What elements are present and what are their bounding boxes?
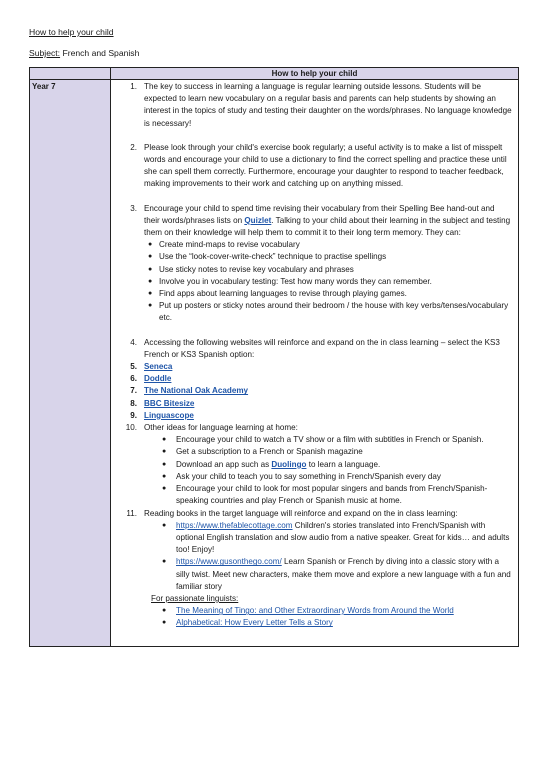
list-item [111,337,512,361]
doddle-link[interactable]: Doddle [144,374,172,384]
bullet-icon: ● [148,277,153,285]
seneca-link[interactable]: Seneca [144,362,173,372]
book-tingo-link[interactable]: The Meaning of Tingo: and Other Extraordinary Words from Around the World [176,606,454,616]
bullet-item [162,459,512,471]
bullet-icon: ● [162,607,167,615]
quizlet-link[interactable]: Quizlet [244,215,272,225]
bullet-text-before: Download an app such as [176,459,272,469]
passionate-linguists-label: For passionate linguists: [151,593,239,603]
bullet-item [162,605,512,617]
bullet-text: Put up posters or sticky notes around their bedroom / the house with key verbs/tenses/vocabulary etc. [159,301,509,323]
duolingo-link[interactable]: Duolingo [271,459,307,469]
bullet-text [176,556,512,593]
bullet-text: Involve you in vocabulary testing: Test how many words they can remember. [159,276,432,286]
subject-value: French and Spanish [62,48,140,58]
document-title: How to help your child [29,27,114,37]
bullet-item [162,471,512,483]
item-number: 2. [130,142,137,152]
linguascope-link[interactable]: Linguascope [144,410,194,420]
paragraph-3 [144,203,512,240]
bullet-icon: ● [162,485,167,493]
item-number: 7. [130,386,137,396]
bullet-text-after: Learn Spanish or French by diving into a classic story with a silly twist. Meet new characters, make them move and explore a new language with a fun and familiar story [176,557,511,591]
item-number: 3. [130,203,137,213]
bullet-item [148,300,512,324]
paragraph-2: Please look through your child's exercise book regularly; a useful activity is to make a list of misspelt words and encourage your child to use a dictionary to find the correct spelling and practice these until she can spell them correctly. Furthermore, encourage your daughter to respond to teacher feedback, making improvements to their work and catching up on anything missed. [144,142,507,189]
content-cell [111,80,519,647]
bullet-icon: ● [148,265,153,273]
bullet-text: Find apps about learning languages to revise through playing games. [159,289,407,299]
book-alphabetical-link[interactable]: Alphabetical: How Every Letter Tells a Story [176,618,333,628]
subject-line [29,48,139,58]
item-number: 9. [130,410,137,420]
item-number: 11. [126,508,137,518]
help-table [29,67,519,647]
list-item [111,373,512,385]
list-item [111,142,512,191]
fable-cottage-link[interactable]: https://www.thefablecottage.com [176,520,293,530]
row-label-year: Year 7 [30,80,111,647]
paragraph-1: The key to success in learning a language is regular learning outside lessons. Students will be expected to learn new vocabulary on a regular basis and parents can help students by showing an interest in the topics of study and testing their daughter on the words/phrases. No language knowledge is necessary! [144,82,512,128]
paragraph-10: Other ideas for language learning at home: [144,423,298,433]
list-item [111,410,512,422]
bullet-icon: ● [148,290,153,298]
paragraph-3-text-after: . Talking to your child about their learning in the subject and testing them on their knowledge will help them to commit it to their long term memory. They can: [144,215,511,238]
gus-on-the-go-link[interactable]: https://www.gusonthego.com/ [176,557,282,567]
bullet-item [162,483,512,507]
bullet-icon: ● [162,448,167,456]
bullet-icon: ● [162,460,167,468]
bullet-item [148,288,512,300]
list-item [111,508,512,520]
list-item [111,361,512,373]
item-number: 10. [125,423,137,433]
list-item [111,422,512,434]
bullet-text: Create mind-maps to revise vocabulary [159,240,300,250]
list-item [111,385,512,397]
bullet-item [162,520,512,557]
bullet-text: Get a subscription to a French or Spanish magazine [176,447,363,457]
item-number: 6. [130,374,137,384]
paragraph-11: Reading books in the target language will reinforce and expand on the in class learning: [144,508,458,518]
bullet-item [148,251,512,263]
bullet-icon: ● [148,241,153,249]
bbc-bitesize-link[interactable]: BBC Bitesize [144,398,195,408]
oak-academy-link[interactable]: The National Oak Academy [144,386,249,396]
list-item [111,203,512,240]
bullet-text-after: Children's stories translated into French/Spanish with optional English translation and slow audio from a native speaker. Great for kids… and adults too! Enjoy! [176,520,510,555]
bullet-icon: ● [162,558,167,566]
bullet-item [162,434,512,446]
bullet-item [148,276,512,288]
bullet-text [176,459,512,471]
subject-label: Subject: [29,48,61,58]
bullet-icon: ● [162,619,167,627]
bullet-icon: ● [148,253,153,261]
bullet-text: Encourage your child to look for most popular singers and bands from French/Spanish-speaking countries and play French or Spanish music at home. [176,484,488,506]
bullet-text: Use sticky notes to revise key vocabulary and phrases [159,264,354,274]
bullet-icon: ● [148,302,153,310]
item-number: 8. [130,398,137,408]
item-number: 4. [130,337,137,347]
bullet-item [162,446,512,458]
bullet-item [148,239,512,251]
item-number: 5. [130,362,137,372]
bullet-text: Encourage your child to watch a TV show or a film with subtitles in French or Spanish. [176,435,484,445]
bullet-text-after: to learn a language. [306,459,381,469]
header-left-cell [30,68,111,80]
bullet-icon: ● [162,436,167,444]
list-item [111,398,512,410]
paragraph-4: Accessing the following websites will reinforce and expand on the in class learning – select the KS3 French or KS3 Spanish option: [144,337,500,359]
bullet-icon: ● [162,521,167,529]
bullet-text: Ask your child to teach you to say something in French/Spanish every day [176,471,441,481]
table-header: How to help your child [111,68,519,80]
bullet-item [162,556,512,593]
list-item [111,81,512,130]
item-number: 1. [130,82,137,91]
bullet-text: Use the “look-cover-write-check” technique to practise spellings [159,252,387,262]
bullet-icon: ● [162,472,167,480]
bullet-text [176,520,512,557]
paragraph-3-text: Encourage your child to spend time revising their vocabulary from their Spelling Bee hand-out and their words/phrases lists on [144,203,495,225]
bullet-item [148,264,512,276]
bullet-item [162,617,512,629]
